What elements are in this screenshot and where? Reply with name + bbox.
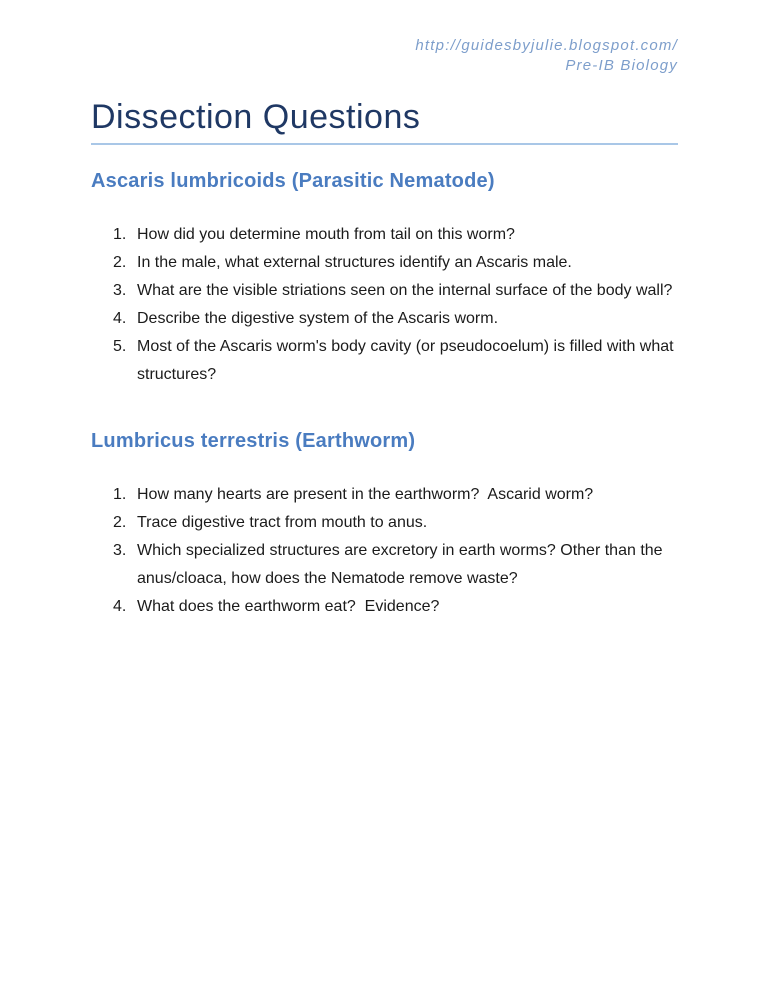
question-number: 4. [113, 310, 127, 327]
question-text: What does the earthworm eat? Evidence? [137, 598, 440, 615]
list-item [113, 333, 680, 389]
question-text: Most of the Ascaris worm's body cavity (or pseudocoelum) is filled with what structures? [137, 338, 679, 383]
header-course: Pre-IB Biology [565, 57, 678, 74]
list-item [113, 593, 680, 621]
question-list-lumbricus [91, 481, 680, 621]
question-text: Trace digestive tract from mouth to anus. [137, 514, 428, 531]
list-item [113, 221, 680, 249]
question-text: How did you determine mouth from tail on this worm? [137, 226, 515, 243]
title-divider [91, 143, 678, 145]
header-url: http://guidesbyjulie.blogspot.com/ [415, 37, 678, 54]
question-number: 5. [113, 338, 127, 355]
section-heading-lumbricus: Lumbricus terrestris (Earthworm) [91, 430, 416, 452]
question-text: How many hearts are present in the earthworm? Ascarid worm? [137, 486, 594, 503]
question-number: 3. [113, 282, 127, 299]
question-text: What are the visible striations seen on the internal surface of the body wall? [137, 282, 673, 299]
document-header [415, 36, 678, 76]
list-item [113, 305, 680, 333]
question-text: Which specialized structures are excretory in earth worms? Other than the anus/cloaca, how does the Nematode remove waste? [137, 542, 668, 587]
question-number: 4. [113, 598, 127, 615]
question-number: 1. [113, 226, 127, 243]
list-item [113, 249, 680, 277]
list-item [113, 277, 680, 305]
question-number: 3. [113, 542, 127, 559]
question-text: Describe the digestive system of the Ascaris worm. [137, 310, 499, 327]
question-list-ascaris [91, 221, 680, 389]
document-body [91, 168, 680, 621]
question-number: 2. [113, 254, 127, 271]
question-number: 1. [113, 486, 127, 503]
list-item [113, 537, 680, 593]
page-title: Dissection Questions [91, 98, 421, 136]
list-item [113, 481, 680, 509]
question-text: In the male, what external structures identify an Ascaris male. [137, 254, 572, 271]
title-block [91, 96, 678, 145]
section-heading-ascaris: Ascaris lumbricoids (Parasitic Nematode) [91, 170, 495, 192]
list-item [113, 509, 680, 537]
question-number: 2. [113, 514, 127, 531]
